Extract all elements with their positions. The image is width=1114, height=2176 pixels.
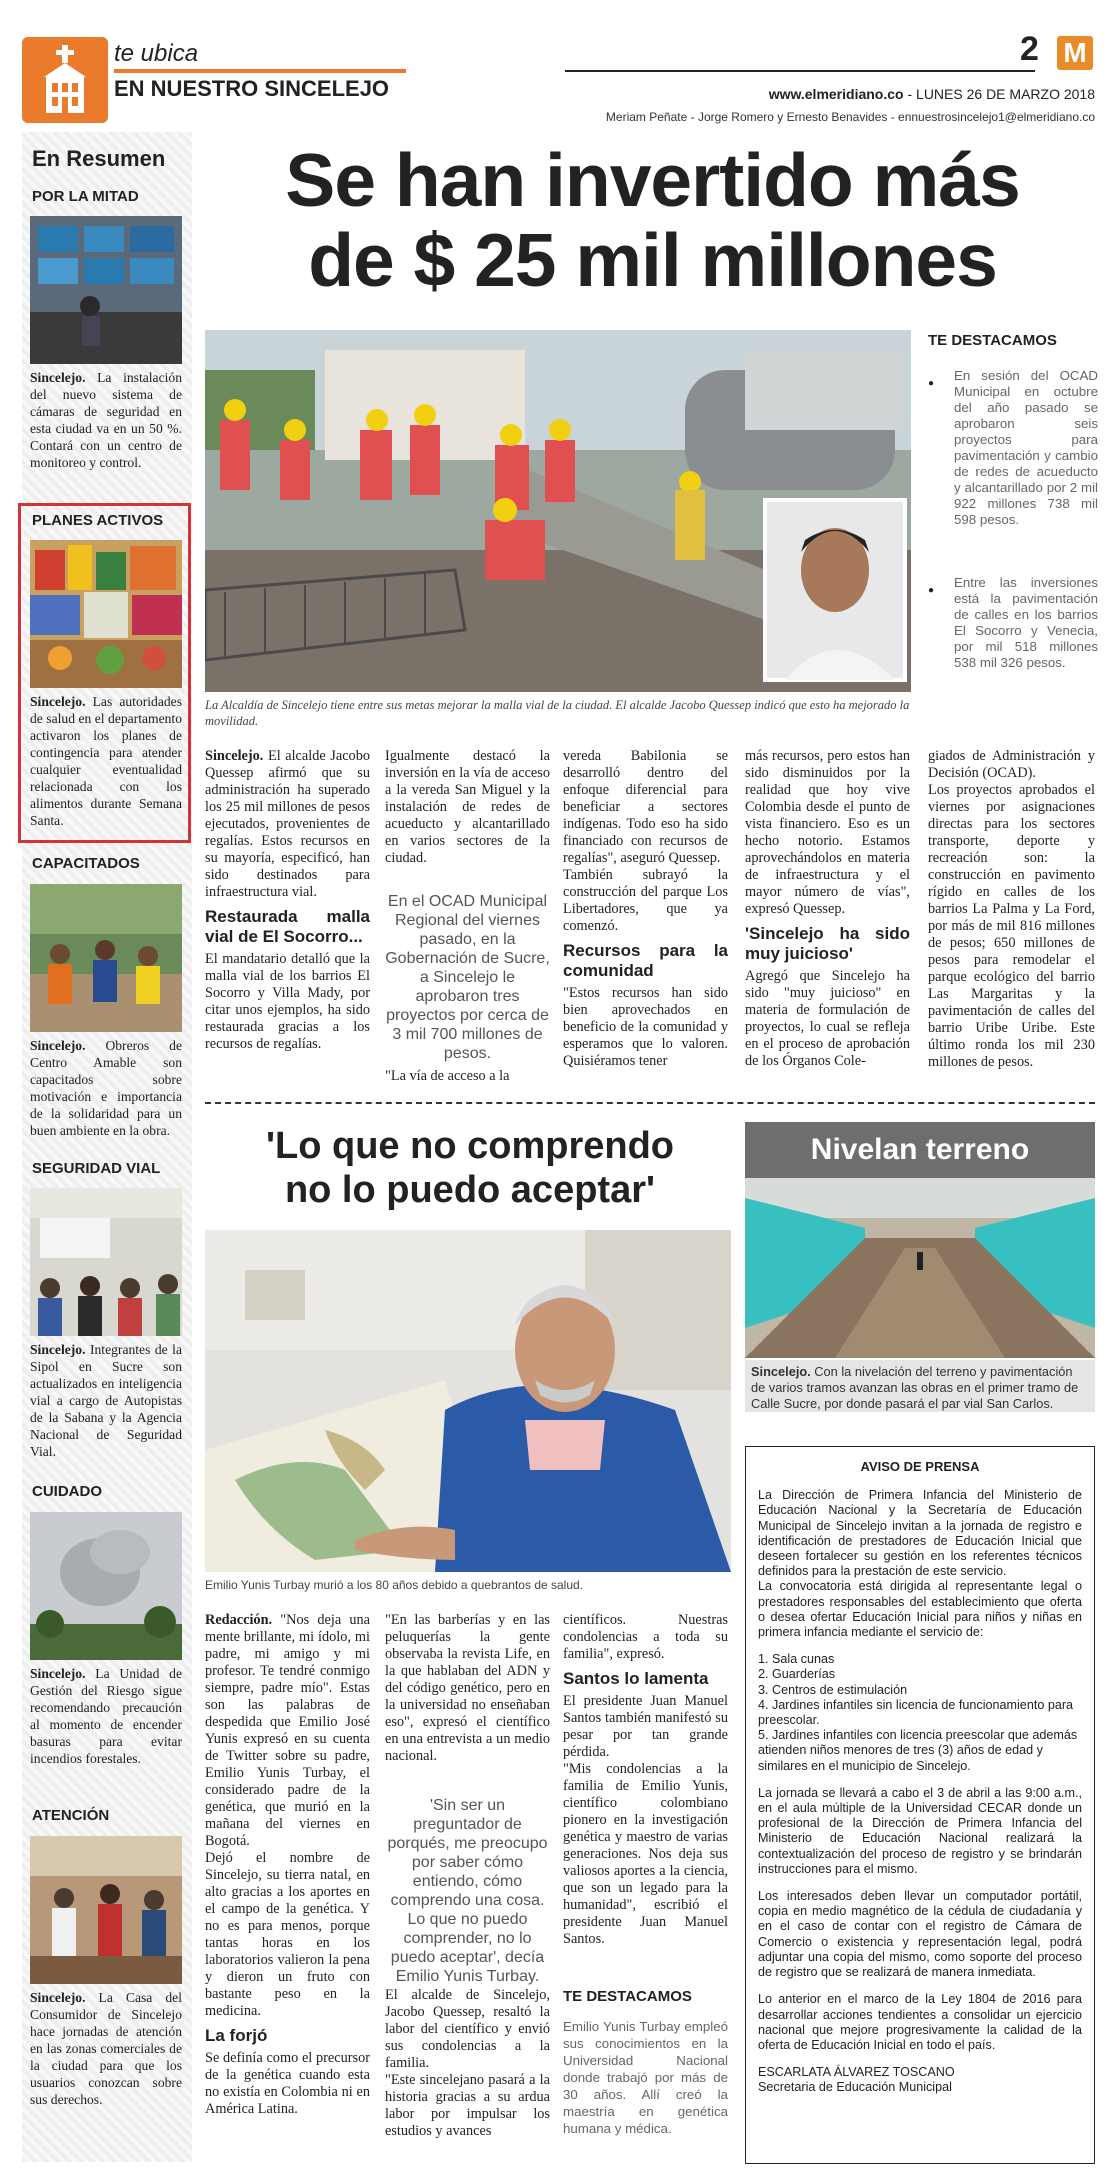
emilio-yunis-photo: [205, 1230, 731, 1572]
workers-training-photo: [30, 884, 182, 1032]
signature-role: Secretaria de Educación Municipal: [758, 2080, 952, 2095]
sidebar-item-head: POR LA MITAD: [32, 188, 139, 205]
sidebar-item-head: SEGURIDAD VIAL: [32, 1160, 161, 1177]
notice-paragraph: La convocatoria está dirigida al representante legal o prestadores responsables del establecimiento que oferta o desea ofertar Educación Inicial para niños y niñas en primera infancia mediante el servicio de:: [758, 1579, 1082, 1640]
section-title: EN NUESTRO SINCELEJO: [114, 76, 390, 101]
sidebar-item-head: CAPACITADOS: [32, 855, 140, 872]
article-column: Sincelejo. El alcalde Jacobo Quessep afirmó que su administración ha superado los 25 mil millones de pesos ejecutados, provenientes de regalías. Estos recursos en su mayoría, especificó, han sido destinados para infraestructura vial. Restaurada malla vial de El Socorro... El mandatario detalló que la malla vial de los barrios El Socorro y Villa Mady, por citar unos ejemplos, ha sido restaurada gracias a los recursos de regalías.: [205, 748, 370, 1052]
terrain-leveling-photo: [745, 1178, 1095, 1358]
notice-paragraph: La jornada se llevará a cabo el 3 de abril a las 9:00 a.m., en el aula múltiple de la Universidad CECAR donde un profesional de la Dirección de Primera Infancia del Ministerio de Educación Nacional realizará la contextualización del proceso de registro y se brindarán instrucciones para el mismo.: [758, 1785, 1082, 1876]
brand-rule: [114, 69, 406, 73]
highlights-title: TE DESTACAMOS: [563, 1988, 692, 2005]
sidebar-item-text: Sincelejo. Las autoridades de salud en el departamento activaron los planes de contingencia para atender cualquier eventualidad relacionada con los alimentos durante Semana Santa.: [30, 694, 182, 828]
sidebar-item-head: PLANES ACTIVOS: [32, 512, 164, 529]
author-credits: Meriam Peñate - Jorge Romero y Ernesto Benavides - ennuestrosincelejo1@elmeridiano.co: [605, 110, 1095, 124]
sidebar-item-text: Sincelejo. La Unidad de Gestión del Riesgo sigue recomendando precaución al momento de encender basuras para evitar incendios forestales.: [30, 1666, 182, 1766]
article-column: giados de Administración y Decisión (OCAD). Los proyectos aprobados el viernes por asignaciones directas para los sectores transporte, deporte y recreación son: la construcción en pavimento rígido en calles de los barrios La Palma y La Ford, por más de mil 816 millones de pesos; 650 millones de pesos para remodelar el parque ecológico del barrio Las Margaritas y la pavimentación de calles del barrio Uribe Uribe. Este último ronda los mil 230 millones de pesos.: [928, 748, 1095, 1070]
article-subhead: La forjó: [205, 2026, 268, 2045]
road-safety-class-photo: [30, 1188, 182, 1336]
main-headline: Se han invertido más de $ 25 mil millones: [285, 138, 1020, 302]
page-number: 2: [1020, 30, 1039, 68]
photo-caption: La Alcaldía de Sincelejo tiene entre sus metas mejorar la malla vial de la ciudad. El alcalde Jacobo Quessep indicó que esto ha mejorado la movilidad.: [205, 698, 910, 728]
highlight-text: Emilio Yunis Turbay empleó sus conocimientos en la Universidad Nacional donde trabajó por más de 30 años. Allí creó la maestría en genética humana y médica.: [563, 2019, 728, 2136]
list-item: 2. Guarderías: [758, 1667, 836, 1682]
dateline: [600, 86, 1095, 102]
notice-paragraph: Lo anterior en el marco de la Ley 1804 de 2016 para desarrollar acciones tendientes a consolidar un ejercicio nacional que mejore progresivamente la calidad de la oferta de Educación Inicial en todo el país.: [758, 1992, 1082, 2052]
consumer-attention-photo: [30, 1836, 182, 1984]
pull-quote: En el OCAD Municipal Regional del viernes pasado, en la Gobernación de Sucre, a Sincelejo le aprobaron tres proyectos por cerca de 3 mil 700 millones de pesos.: [385, 893, 550, 1062]
list-item: 1. Sala cunas: [758, 1652, 835, 1667]
brand-kicker: te ubica: [114, 40, 199, 67]
sidebar-item-head: CUIDADO: [32, 1483, 102, 1500]
section-divider: [205, 1102, 1095, 1104]
highlights-title: TE DESTACAMOS: [928, 332, 1057, 349]
notice-paragraph: Los interesados deben llevar un computador portátil, copia en medio magnético de la cédula de ciudadanía y en el caso de contar con el registro de Cámara de Comercio o existencia y representación legal, podrá adjuntar una copia del mismo, como soporte del proceso de registro que se realizará de manera inmediata.: [758, 1889, 1082, 1980]
church-icon: [22, 37, 108, 123]
highlight-bullet: ● Entre las inversiones está la pavimentación de calles en los barrios El Socorro y Venecia, por mil 518 millones 538 mil 326 pesos.: [928, 575, 1098, 671]
notice-title: AVISO DE PRENSA: [860, 1459, 980, 1474]
nivelan-title: Nivelan terreno: [745, 1122, 1095, 1178]
newspaper-logo: M: [1057, 36, 1093, 70]
notice-list: [758, 1652, 1082, 1774]
article-subhead: Santos lo lamenta: [563, 1669, 709, 1688]
press-notice: [745, 1446, 1095, 2164]
article-column: Redacción. "Nos deja una mente brillante, mi ídolo, mi padre, mi amigo y mi profesor. Te tendré conmigo siempre, padre mío". Estas son las palabras de despedida que Emilio José Yunis expresó en su cuenta de Twitter sobre su padre, Emilio Yunis Turbay, el considerado padre de la genética, que murió en la mañana del viernes en Bogotá. Dejó el nombre de Sincelejo, su tierra natal, en alto gracias a los aportes en el campo de la genética. Y no es para menos, porque tantas horas en los laboratorios valieron la pena y dieron un fruto con bastante peso en la medicina. La forjó Se definía como el precursor de la genética cuando esta no existía en Colombia ni en América Latina.: [205, 1612, 370, 2117]
article-column: vereda Babilonia se desarrolló dentro del enfoque diferencial para beneficiar a sectores indígenas. Todo eso ha sido financiado con recursos de regalías", aseguró Quessep. También subrayó la construcción del parque Los Libertadores, que ya comenzó. Recursos para la comunidad "Estos recursos han sido bien aprovechados en beneficio de la comunidad y esperamos que lo valoren. Quisiéramos tener: [563, 748, 728, 1069]
road-works-photo: [205, 330, 911, 692]
article-column: científicos. Nuestras condolencias a toda su familia", expresó. Santos lo lamenta El presidente Juan Manuel Santos también manifestó su pesar por tan grande pérdida. "Mis condolencias a la familia de Emilio Yunis, científico colombiano pionero en la investigación genética y maestro de varias generaciones. Nos deja sus valiosos aportes a la ciencia, que son un legado para la humanidad", escribió el presidente Juan Manuel Santos.: [563, 1612, 728, 1947]
sidebar-item-head: ATENCIÓN: [32, 1807, 110, 1824]
highlight-bullet: ● En sesión del OCAD Municipal en octubre del año pasado se aprobaron seis proyectos para pavimentación y cambio de redes de acueducto y alcantarillado por 2 mil 922 millones 738 mil 598 pesos.: [928, 368, 1098, 528]
header-rule: [565, 70, 1035, 72]
article-subhead: 'Sincelejo ha sido muy juicioso': [745, 924, 910, 963]
sidebar-title: En Resumen: [32, 146, 166, 171]
sidebar-item-text: Sincelejo. La Casa del Consumidor de Sincelejo hace jornadas de atención en las zonas comerciales de la ciudad para que los usuarios conozcan sobre sus derechos.: [30, 1990, 182, 2107]
photo-caption: Emilio Yunis Turbay murió a los 80 años debido a quebrantos de salud.: [205, 1578, 584, 1592]
story-headline: 'Lo que no comprendo no lo puedo aceptar': [265, 1125, 675, 1211]
camera-monitoring-photo: [30, 216, 182, 364]
article-subhead: Restaurada malla vial de El Socorro...: [205, 907, 370, 946]
notice-paragraph: La Dirección de Primera Infancia del Ministerio de Educación Nacional y la Secretaría de Educación Municipal de Sincelejo invitan a la jornada de registro e identificación de prestadores de Educación Inicial que deseen fortalecer su gestión en los referentes técnicos definidos para la prestación de este servicio.: [758, 1488, 1082, 1579]
sidebar-item-text: Sincelejo. Obreros de Centro Amable son capacitados sobre motivación e importancia de la solidaridad para un buen ambiente en la obra.: [30, 1038, 182, 1138]
article-column: El alcalde de Sincelejo, Jacobo Quessep, resaltó la labor del científico y envió sus condolencias a la familia. "Este sincelejano pasará a la historia gracias a su ardua labor por impulsar los estudios y avances: [385, 1987, 550, 2139]
sidebar-item-text: Sincelejo. La instalación del nuevo sistema de cámaras de seguridad en esta ciudad va en un 50 %. Contará con un centro de monitoreo y control.: [30, 370, 182, 470]
article-column: Igualmente destacó la inversión en la vía de acceso a la vereda San Miguel y la instalación de redes de acueducto y alcantarillado en varios sectores de la ciudad.: [385, 748, 550, 866]
article-column: "La vía de acceso a la: [385, 1068, 510, 1084]
list-item: 5. Jardines infantiles con licencia preescolar que además atienden niños menores de tres (3) años de edad y similares en el municipio de Sincelejo.: [758, 1728, 1078, 1773]
sidebar-item-text: Sincelejo. Integrantes de la Sipol en Sucre son actualizados en inteligencia vial a cargo de Autopistas de la Sabana y la Agencia Nacional de Seguridad Vial.: [30, 1342, 182, 1459]
smoke-fire-photo: [30, 1512, 182, 1660]
signature-name: ESCARLATA ÁLVAREZ TOSCANO: [758, 2065, 955, 2080]
issue-date: - LUNES 26 DE MARZO 2018: [903, 86, 1095, 102]
section-logo: [22, 37, 108, 123]
list-item: 3. Centros de estimulación: [758, 1682, 908, 1697]
pull-quote: 'Sin ser un preguntador de porqués, me preocupo por saber cómo entiendo, cómo comprendo una cosa. Lo que no puedo comprender, no lo puedo aceptar', decía Emilio Yunis Turbay.: [387, 1797, 548, 1985]
photo-caption: Sincelejo. Con la nivelación del terreno y pavimentación de varios tramos avanzan las obras en el primer tramo de Calle Sucre, por donde pasará el par vial San Carlos.: [745, 1360, 1095, 1412]
food-products-photo: [30, 540, 182, 688]
article-subhead: Recursos para la comunidad: [563, 941, 728, 980]
article-column: "En las barberías y en las peluquerías la gente observaba la revista Life, en la que hablaban del ADN y del código genético, pero en la universidad no enseñaban eso", expresó el científico en una entrevista a un medio nacional.: [385, 1612, 550, 1764]
site-url[interactable]: www.elmeridiano.co: [768, 86, 904, 102]
list-item: 4. Jardines infantiles sin licencia de funcionamiento para preescolar.: [758, 1697, 1074, 1728]
article-column: más recursos, pero estos han sido disminuidos por la realidad que hoy vive Colombia desde el punto de vista financiero. Eso es un hecho notorio. Estamos aprovechándolos en materia de infraestructura y el mayor número de vías", expresó Quessep. 'Sincelejo ha sido muy juicioso' Agregó que Sincelejo ha sido "muy juicioso" en materia de formulación de proyectos, lo cual se refleja en el proceso de aprobación de los Órganos Cole-: [745, 748, 910, 1069]
